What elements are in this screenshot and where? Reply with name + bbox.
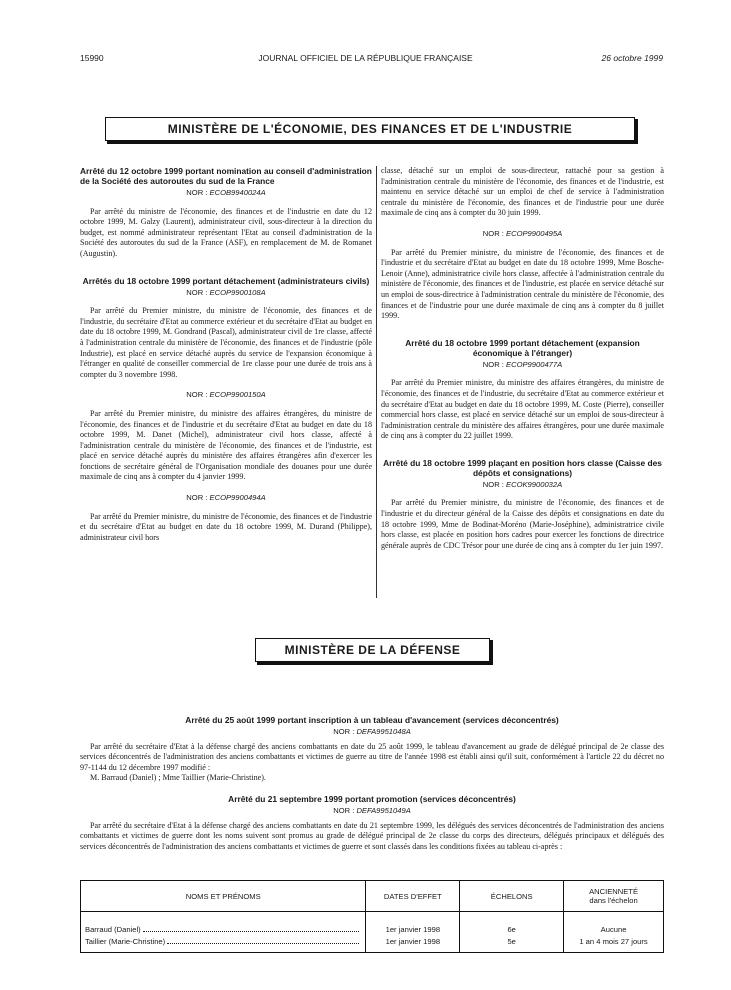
table-row [81,912,664,936]
right-column [381,166,664,561]
person-name: Taillier (Marie-Christine) [85,936,166,946]
journal-title: JOURNAL OFFICIEL DE LA RÉPUBLIQUE FRANÇAISE [258,53,473,63]
arrete-title: Arrêté du 21 septembre 1999 portant promotion (services déconcentrés) [228,793,516,804]
nor-code: ECOK9900032A [506,479,563,489]
nor-code: ECOP9900108A [209,287,266,297]
nor-code: DEFA9951049A [356,805,411,815]
ministry-defense-heading: MINISTÈRE DE LA DÉFENSE [255,638,490,662]
anciennete-sublabel: dans l'échelon [589,896,638,905]
nor-label: NOR : [186,493,208,503]
promotion-list: M. Barraud (Daniel) ; Mme Taillier (Marie-Christine). [90,773,266,783]
table-row [81,935,664,953]
echelon-cell: 6e [460,912,564,936]
nor-reference [381,480,664,491]
date-cell: 1er janvier 1998 [366,935,460,953]
arrete-title: Arrêté du 18 octobre 1999 portant détachement (expansion économique à l'étranger) [405,337,640,358]
nor-label: NOR : [482,359,504,369]
ministry-economy-heading: MINISTÈRE DE L'ÉCONOMIE, DES FINANCES ET DE L'INDUSTRIE [105,117,635,141]
arrete-title: Arrêté du 25 août 1999 portant inscription à un tableau d'avancement (services déconcentrés) [185,715,559,725]
nor-reference [80,806,664,817]
column-header-echelons: ÉCHELONS [460,881,564,912]
continued-paragraph: classe, détaché sur un emploi de sous-directeur, rattaché pour sa gestion à l'administration centrale du ministère de l'économie, des finances et de l'industrie, est maintenu en service détaché sur un emploi de chef de service à l'administration centrale du ministère de l'économie, des finances et de l'industrie pour une durée maximale de cinq ans à compter du 30 juin 1999. [381,166,664,218]
arrete-paragraph: Par arrêté du Premier ministre, du ministre des affaires étrangères, du ministre de l'économie, des finances et de l'industrie, du secrétaire d'Etat au commerce extérieur et du secrétaire d'Etat au budget en date du 18 octobre 1999, M. Coste (Pierre), conseiller commercial hors classe, est placé en service détaché sur un emploi de sous-directeur à l'administration centrale du ministère des affaires étrangères, pour une durée maximale de cinq ans à compter du 22 juillet 1999. [381,378,664,441]
arrete-paragraph: Par arrêté du secrétaire d'Etat à la défense chargé des anciens combattants en date du 21 septembre 1999, les délégués des services déconcentrés de l'administration des anciens combattants et victimes de guerre dont les noms suivent sont promus au grade de délégué principal de 2e classe du corps des directeurs, délégués principaux et délégués des services déconcentrés de l'administration des anciens combattants et victimes de guerre et sont classés dans les conditions fixées au tableau ci-après : [80,820,664,851]
arrete-paragraph: Par arrêté du Premier ministre, du ministre de l'économie, des finances et de l'industrie et du secrétaire d'Etat au budget en date du 18 octobre 1999, Mme Bosche-Lenoir (Anne), administratrice civile hors classe, affectée à l'administration centrale du ministère de l'économie, des finances et de l'industrie, est placée en service détaché sur un emploi de sous-directrice à l'administration centrale du ministère de l'économie, des finances et de l'industrie pour une durée maximale de cinq ans à compter du 8 juillet 1999. [381,247,664,321]
page-number: 15990 [80,53,104,63]
nor-code: ECOB9940024A [209,188,266,197]
arrete-paragraph: Par arrêté du Premier ministre, du ministre de l'économie, des finances et de l'industrie et du secrétaire d'Etat au budget en date du 18 octobre 1999, M. Durand (Philippe), administrateur civil hors [80,511,372,542]
nor-label: NOR : [333,805,355,815]
date-cell: 1er janvier 1998 [366,912,460,936]
nor-reference [80,288,372,299]
dot-leader [167,937,359,944]
anciennete-cell: 1 an 4 mois 27 jours [564,935,664,953]
arrete-paragraph: Par arrêté du Premier ministre, du ministre des affaires étrangères, du ministre de l'économie, des finances et de l'industrie et du secrétaire d'Etat au budget en date du 18 octobre 1999, M. Danet (Michel), administrateur civil hors classe, affecté à l'administration centrale du ministère de l'économie, des finances et de l'industrie, est placé en service détaché auprès du ministère des affaires étrangères afin d'exercer les fonctions de secrétaire général de l'Organisation mondiale des douanes pour une durée maximale de cinq ans à compter du 4 janvier 1999. [80,408,372,482]
nor-reference [80,188,372,199]
nor-reference [80,727,664,738]
nor-label: NOR : [186,287,208,297]
name-cell [81,912,366,936]
nor-reference [381,360,664,371]
anciennete-label: ANCIENNETÉ [589,887,639,896]
defense-section [80,715,664,862]
anciennete-cell: Aucune [564,912,664,936]
arrete-paragraph: Par arrêté du Premier ministre, du ministre de l'économie, des finances et de l'industrie, du secrétaire d'Etat au commerce extérieur et du secrétaire d'Etat au budget en date du 18 octobre 1999, M. Gondrand (Pascal), administrateur civil de 1re classe, affecté à l'administration centrale du ministère de l'économie, des finances et de l'industrie (pôle Industrie), est placé en service détaché auprès du service de l'expansion économique à l'étranger en qualité de conseiller commercial de 1re classe pour une durée de trois ans à compter du 3 novembre 1998. [80,306,372,379]
column-header-names: NOMS ET PRÉNOMS [81,881,366,912]
arrete-title: Arrêtés du 18 octobre 1999 portant détachement (administrateurs civils) [82,275,370,286]
nor-code: ECOP9900477A [506,359,563,369]
arrete-title: Arrêté du 18 octobre 1999 plaçant en position hors classe (Caisse des dépôts et consignations) [383,457,662,478]
arrete-paragraph: Par arrêté du ministre de l'économie, des finances et de l'industrie en date du 12 octobre 1999, M. Galzy (Laurent), administrateur civil, sous-directeur à la direction du budget, est nommé administrateur représentant l'Etat au conseil d'administration de la Société des autoroutes du sud de la France (ASF), en remplacement de M. de Romanet (Augustin). [80,206,372,258]
column-header-anciennete [564,881,664,912]
column-divider [376,166,377,598]
nor-code: DEFA9951048A [356,727,411,736]
nor-code: ECOP9900150A [209,390,266,400]
echelon-cell: 5e [460,935,564,953]
nor-code: ECOP9900495A [506,228,563,238]
issue-date: 26 octobre 1999 [601,53,663,63]
nor-label: NOR : [482,228,504,238]
arrete-title: Arrêté du 12 octobre 1999 portant nomination au conseil d'administration de la Société des autoroutes du sud de la France [80,166,372,186]
left-column [80,166,372,553]
person-name: Barraud (Daniel) [85,924,141,934]
column-header-dates: DATES D'EFFET [366,881,460,912]
nor-reference [381,229,664,240]
nor-label: NOR : [333,727,355,736]
promotion-table [80,880,664,953]
arrete-paragraph: Par arrêté du secrétaire d'Etat à la défense chargé des anciens combattants en date du 25 août 1999, le tableau d'avancement au grade de délégué principal de 2e classe des services déconcentrés de l'administration des anciens combattants et victimes de guerre au titre de l'année 1998 est établi ainsi qu'il suit, conformément à l'article 22 du décret no 97-1144 du 12 décembre 1997 modifié : [80,741,664,772]
nor-reference [80,390,372,401]
arrete-paragraph: Par arrêté du Premier ministre, du ministre de l'économie, des finances et de l'industrie et du directeur général de la Caisse des dépôts et consignations en date du 18 octobre 1999, Mme de Bodinat-Moréno (Marie-Joséphine), administratrice civile hors classe, est placée en position hors cadres pour exercer les fonctions de directrice générale auprès de CDC Trésor pour une durée de cinq ans à compter du 1er juin 1997. [381,498,664,550]
nor-code: ECOP9900494A [209,493,266,503]
name-cell [81,935,366,953]
nor-label: NOR : [482,479,504,489]
nor-label: NOR : [186,390,208,400]
nor-label: NOR : [186,188,208,197]
nor-reference [80,493,372,504]
dot-leader [143,925,360,932]
